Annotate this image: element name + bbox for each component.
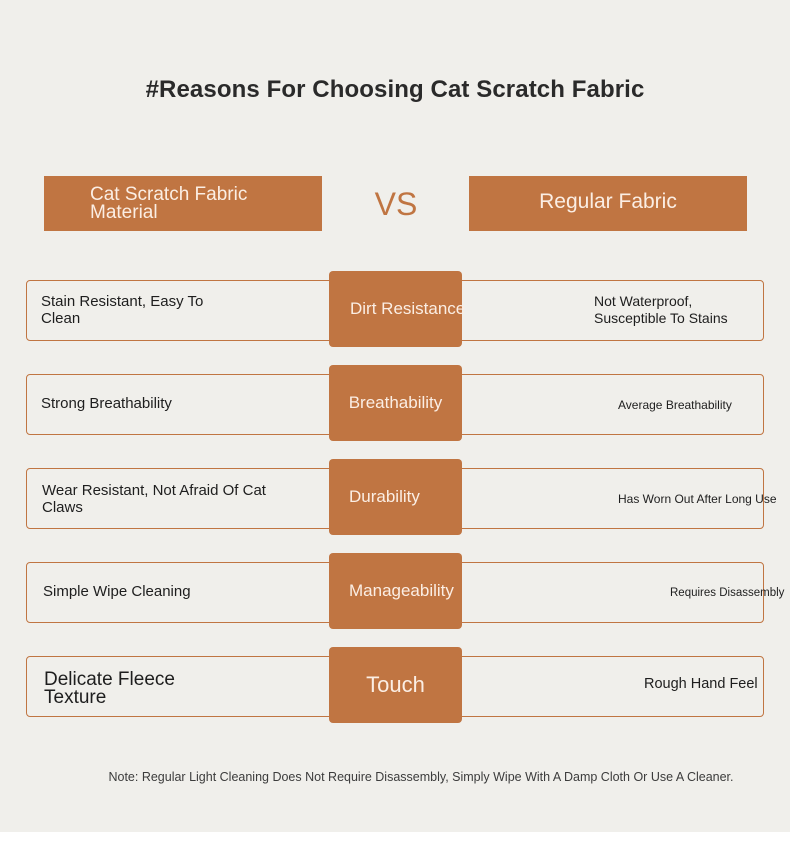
row-right-text: Not Waterproof, Susceptible To Stains xyxy=(594,293,728,326)
criterion-badge: Durability xyxy=(329,459,462,535)
criterion-badge: Breathability xyxy=(329,365,462,441)
footnote: Note: Regular Light Cleaning Does Not Require Disassembly, Simply Wipe With A Damp Cloth Or Use A Cleaner. xyxy=(108,770,734,784)
row-left-text: Simple Wipe Cleaning xyxy=(43,583,191,600)
criterion-badge: Dirt Resistance xyxy=(329,271,462,347)
page-title: #Reasons For Choosing Cat Scratch Fabric xyxy=(145,76,645,103)
header-cat-scratch-fabric xyxy=(44,176,322,231)
row-right-text: Requires Disassembly xyxy=(670,587,785,599)
criterion-badge: Manageability xyxy=(329,553,462,629)
row-left-text: Strong Breathability xyxy=(41,395,172,412)
row-right-text: Average Breathability xyxy=(618,398,732,412)
row-right-text: Has Worn Out After Long Use xyxy=(618,492,777,506)
vs-label: VS xyxy=(374,186,418,222)
row-left-text: Stain Resistant, Easy To Clean xyxy=(41,293,204,327)
header-right-label: Regular Fabric xyxy=(539,190,677,213)
row-left-text: Delicate Fleece Texture xyxy=(44,669,175,708)
row-left-text: Wear Resistant, Not Afraid Of Cat Claws xyxy=(42,482,266,516)
header-regular-fabric xyxy=(469,176,747,231)
row-right-text: Rough Hand Feel xyxy=(644,676,758,692)
header-left-label: Cat Scratch Fabric Material xyxy=(90,184,248,223)
criterion-badge: Touch xyxy=(329,647,462,723)
